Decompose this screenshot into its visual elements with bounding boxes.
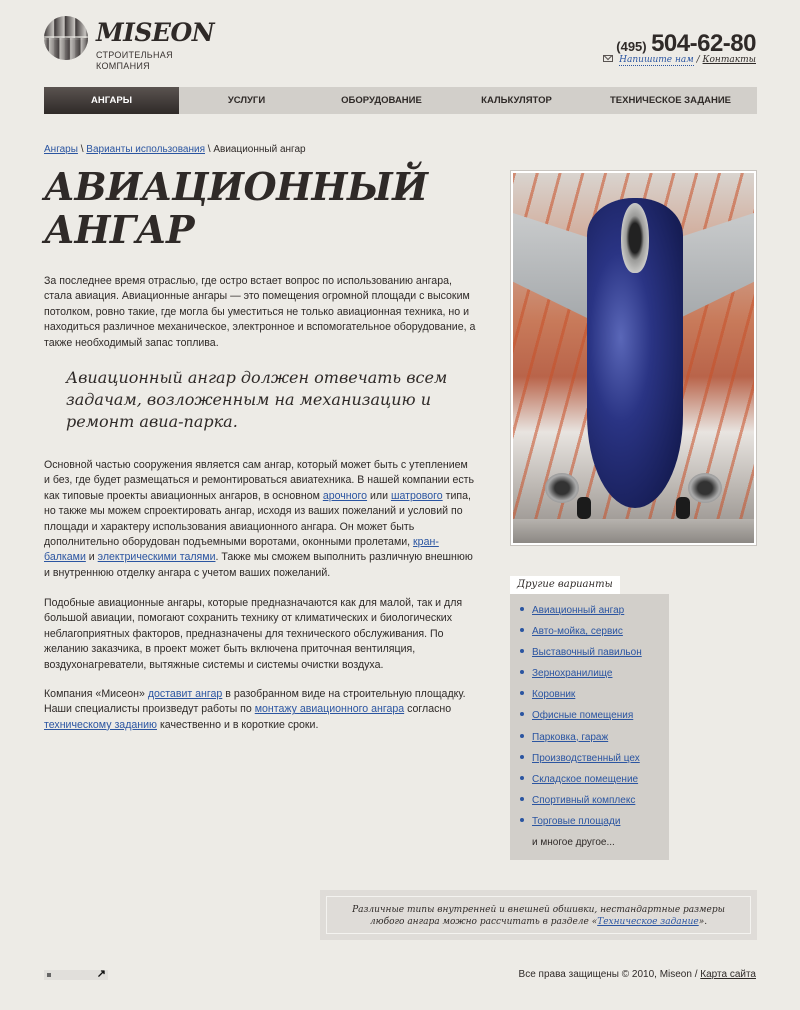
arrow-up-right-icon: ↗ — [96, 968, 106, 980]
variant-link[interactable]: Спортивный комплекс — [532, 794, 636, 806]
assembly-link[interactable]: монтажу авиационного ангара — [254, 703, 405, 716]
hangar-floor — [513, 519, 754, 543]
nav-item-services[interactable]: УСЛУГИ — [227, 95, 266, 106]
bullet-icon — [520, 628, 524, 632]
variants-list — [510, 594, 669, 832]
write-us-link[interactable]: Напишите нам — [619, 55, 694, 65]
delivery-paragraph — [44, 687, 476, 733]
logo-subtitle — [96, 50, 173, 72]
text-span: качественно и в короткие сроки. — [157, 718, 319, 731]
tent-link[interactable]: шатрового — [390, 489, 443, 502]
breadcrumb-usage-variants[interactable]: Варианты использования — [86, 144, 205, 155]
list-item — [520, 811, 669, 832]
tail-cone — [621, 203, 649, 273]
variant-link[interactable]: Складское помещение — [532, 773, 639, 785]
page-title — [44, 165, 464, 251]
text-span: согласно — [404, 703, 452, 716]
right-engine — [688, 473, 722, 503]
crane-beams-link[interactable]: кран-балками — [44, 536, 439, 564]
list-item — [520, 663, 669, 684]
more-variants-text: и многое другое... — [532, 837, 615, 849]
bullet-icon — [520, 649, 524, 653]
text-span: любого ангара можно рассчитать в разделе « — [369, 917, 598, 927]
footer-separator: / — [694, 969, 698, 980]
note-line2 — [327, 916, 750, 928]
left-gear — [577, 497, 591, 519]
variant-link[interactable]: Торговые площади — [532, 815, 621, 827]
list-item — [520, 705, 669, 726]
logo-subtitle-line2: КОМПАНИЯ — [96, 61, 150, 71]
tech-spec-link[interactable]: техническому заданию — [44, 718, 157, 731]
text-span: . Также мы сможем выполнить различную внешнюю и внутреннюю отделку ангара с учетом ваших пожеланий. — [44, 551, 473, 579]
breadcrumb-hangars[interactable]: Ангары — [44, 144, 78, 155]
deliver-hangar-link[interactable]: доставит ангар — [147, 688, 223, 700]
purpose-paragraph: Подобные авиационные ангары, которые предназначаются как для малой, так и для большой авиации, помогают сохранить технику от климатических и биологических неблагоприятных факторов, предназначены для технического обслуживания. По желанию заказчика, в проект может быть включена приточная вентиляция, воздухонагреватели, вытяжные системы и системы очистки воздуха. — [44, 597, 463, 671]
arched-link[interactable]: арочного — [322, 489, 368, 502]
variant-link[interactable]: Коровник — [532, 689, 576, 701]
nav-item-hangars[interactable]: АНГАРЫ — [44, 87, 179, 114]
list-item — [520, 727, 669, 748]
list-item — [520, 748, 669, 769]
phone-number: 504-62-80 — [651, 30, 756, 57]
info-note-text — [326, 896, 751, 934]
copyright — [519, 969, 756, 980]
envelope-icon — [603, 55, 613, 62]
phone — [616, 30, 756, 58]
contact-separator: / — [696, 55, 700, 65]
text-span: или — [367, 489, 391, 502]
breadcrumb-separator: \ — [80, 144, 84, 155]
other-variants-box — [510, 594, 669, 860]
list-item — [520, 600, 669, 621]
logo-name: MISEON — [96, 18, 215, 47]
list-item — [520, 684, 669, 705]
bullet-icon — [520, 797, 524, 801]
nav-item-tech-spec[interactable]: ТЕХНИЧЕСКОЕ ЗАДАНИЕ — [609, 95, 732, 106]
photo-image — [513, 173, 754, 543]
text-span: Компания «Мисеон» — [44, 688, 148, 700]
intro-paragraph: За последнее время отраслью, где остро встает вопрос по использованию ангара, стала авиация. Авиационные ангары — это помещения огромной площади с высоким потолком, ровно такие, где могла бы уместиться не только авиационная техника, но и находиться различное механическое, электронное и вспомогательное оборудование, а также необходимый запас топлива. — [44, 275, 476, 349]
text-span: Основной частью сооружения является сам ангар, который может быть с утеплением и без, где будет размещаться и ремонтироваться авиатехника. В нашей компании есть как типовые проекты авиационных ангаров, в основном — [44, 459, 475, 502]
variant-link[interactable]: Парковка, гараж — [532, 731, 609, 743]
badge-dot-icon — [47, 973, 51, 977]
nav-item-equipment[interactable]: ОБОРУДОВАНИЕ — [341, 95, 422, 106]
developer-badge[interactable] — [44, 970, 108, 980]
logo-globe-icon — [44, 16, 88, 60]
hangar-photo — [510, 170, 757, 546]
tech-spec-section-link[interactable]: Техническое задание — [597, 917, 699, 927]
breadcrumb-separator: \ — [207, 144, 211, 155]
variant-link[interactable]: Офисные помещения — [532, 710, 634, 722]
text-span: ». — [698, 917, 708, 927]
structure-paragraph — [44, 458, 476, 581]
phone-code: (495) — [616, 39, 647, 54]
page-title-line1: АВИАЦИОННЫЙ — [44, 164, 428, 209]
bullet-icon — [520, 712, 524, 716]
logo[interactable] — [44, 16, 215, 72]
bullet-icon — [520, 776, 524, 780]
list-item — [520, 769, 669, 790]
list-item — [520, 642, 669, 663]
variant-link[interactable]: Производственный цех — [532, 752, 640, 764]
text-span: и — [85, 551, 98, 564]
sidebar-title: Другие варианты — [510, 576, 620, 594]
info-note — [320, 890, 757, 940]
list-item — [520, 621, 669, 642]
nav-item-calculator[interactable]: КАЛЬКУЛЯТОР — [481, 95, 552, 106]
bullet-icon — [520, 607, 524, 611]
note-line1: Различные типы внутренней и внешней обшивки, нестандартные размеры — [352, 905, 725, 915]
list-item — [520, 790, 669, 811]
bullet-icon — [520, 670, 524, 674]
breadcrumb — [44, 144, 306, 155]
contact-links — [603, 55, 756, 65]
electric-hoists-link[interactable]: электрическими талями — [97, 551, 216, 564]
bullet-icon — [520, 734, 524, 738]
text-span: в разобранном виде на строительную площадку. Наши специалисты произведут работы по — [44, 688, 466, 716]
right-gear — [676, 497, 690, 519]
left-engine — [545, 473, 579, 503]
variant-link[interactable]: Авто-мойка, сервис — [532, 626, 623, 638]
bullet-icon — [520, 755, 524, 759]
text-span: типа, но также мы можем спроектировать ангар, исходя из ваших пожеланий и условий по площади и характеру использования авиационного ангара. Он может быть дополнительно оборудован подъемными воротами, оконными пролетами, — [44, 489, 471, 549]
variant-link[interactable]: Авиационный ангар — [532, 605, 625, 616]
variant-link[interactable]: Зернохранилище — [532, 668, 613, 680]
copyright-text: Все права защищены © 2010, Miseon — [518, 969, 692, 980]
logo-subtitle-line1: СТРОИТЕЛЬНАЯ — [96, 50, 173, 60]
bullet-icon — [520, 818, 524, 822]
contacts-link[interactable]: Контакты — [702, 55, 756, 65]
variant-link[interactable]: Выставочный павильон — [532, 647, 642, 659]
pull-quote: Авиационный ангар должен отвечать всем задачам, возложенным на механизацию и ремонт авиа-парка. — [66, 368, 448, 431]
main-nav — [44, 87, 757, 114]
bullet-icon — [520, 691, 524, 695]
page-title-line2: АНГАР — [44, 207, 195, 252]
breadcrumb-current: Авиационный ангар — [213, 144, 306, 155]
sitemap-link[interactable]: Карта сайта — [700, 969, 756, 980]
